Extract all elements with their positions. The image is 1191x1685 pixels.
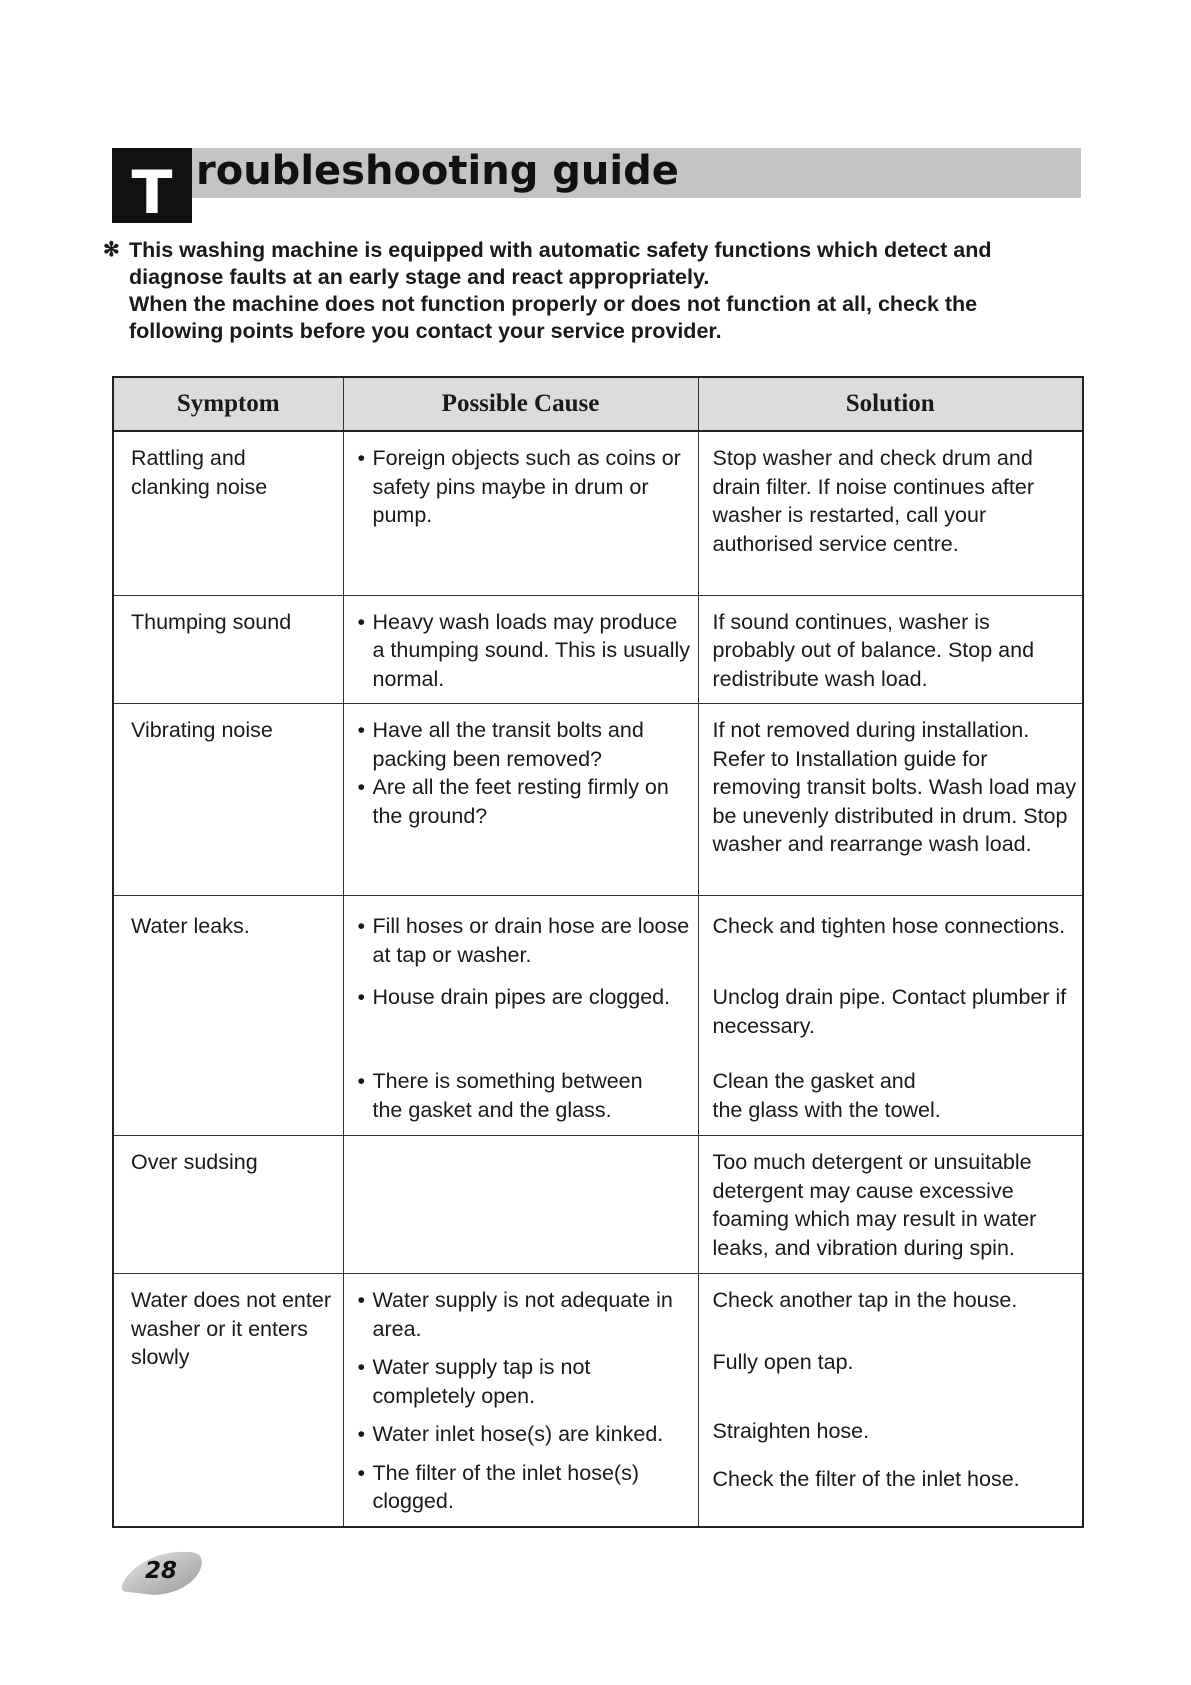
page-title: roubleshooting guide <box>196 148 679 194</box>
intro-line-2: diagnose faults at an early stage and react appropriately. <box>129 265 710 289</box>
intro-line-3: When the machine does not function properly or does not function at all, check the <box>129 292 978 316</box>
solution-cell <box>698 1136 1083 1274</box>
title-initial: T <box>112 148 192 223</box>
intro-line-4: following points before you contact your service provider. <box>129 319 722 343</box>
table-row <box>113 896 1083 1136</box>
symptom-cell: Rattling and clanking noise <box>113 431 343 595</box>
solution-item: Fully open tap. <box>712 1350 854 1374</box>
cause-item: • Heavy wash loads may produce a thumping sound. This is usually normal. <box>358 608 694 694</box>
cause-cell <box>343 431 698 595</box>
solution-cell <box>698 431 1083 595</box>
symptom-cell: Water leaks. <box>113 896 343 1136</box>
troubleshooting-table <box>112 376 1084 1528</box>
solution-item: Too much detergent or unsuitable detergent may cause excessive foaming which may result in water leaks, and vibration during spin. <box>712 1150 1037 1260</box>
table-row <box>113 704 1083 896</box>
cause-cell <box>343 704 698 896</box>
header-symptom: Symptom <box>113 377 343 431</box>
solution-item: Stop washer and check drum and drain filter. If noise continues after washer is restarted, call your authorised service centre. <box>712 446 1034 556</box>
solution-item: If not removed during installation. Refer to Installation guide for removing transit bolts. Wash load may be unevenly distributed in drum. Stop washer and rearrange wash load. <box>712 718 1077 856</box>
asterisk-icon: ✻ <box>103 239 120 261</box>
symptom-cell: Over sudsing <box>113 1136 343 1274</box>
solution-item: Check the filter of the inlet hose. <box>712 1467 1020 1491</box>
cause-item: • Have all the transit bolts and packing been removed? <box>358 716 694 773</box>
header-possible-cause: Possible Cause <box>343 377 698 431</box>
table-row <box>113 595 1083 704</box>
cause-cell <box>343 1136 698 1274</box>
cause-item: • The filter of the inlet hose(s) clogged. <box>358 1459 694 1516</box>
intro-line-1: This washing machine is equipped with automatic safety functions which detect and <box>129 238 992 262</box>
page-number: 28 <box>144 1558 177 1584</box>
table-header-row <box>113 377 1083 431</box>
solution-item: Check and tighten hose connections. <box>712 914 1066 938</box>
solution-item: Unclog drain pipe. Contact plumber if necessary. <box>712 985 1067 1038</box>
solution-cell <box>698 704 1083 896</box>
symptom-cell: Water does not enter washer or it enters slowly <box>113 1274 343 1527</box>
table-row <box>113 1136 1083 1274</box>
cause-item: • Water supply is not adequate in area. <box>358 1286 694 1343</box>
intro-note <box>103 237 1063 345</box>
solution-item: Clean the gasket and the glass with the towel. <box>712 1069 941 1122</box>
cause-item: • There is something between the gasket and the glass. <box>358 1067 694 1124</box>
cause-item: • Water supply tap is not completely open. <box>358 1353 694 1410</box>
cause-item: • House drain pipes are clogged. <box>358 983 694 1067</box>
cause-item: • Are all the feet resting firmly on the ground? <box>358 773 694 830</box>
solution-item: Straighten hose. <box>712 1419 870 1443</box>
table-row <box>113 431 1083 595</box>
cause-cell <box>343 1274 698 1527</box>
solution-cell <box>698 595 1083 704</box>
table-row <box>113 1274 1083 1527</box>
cause-cell <box>343 896 698 1136</box>
solution-cell <box>698 896 1083 1136</box>
solution-item: Check another tap in the house. <box>712 1288 1018 1312</box>
symptom-cell: Vibrating noise <box>113 704 343 896</box>
solution-item: If sound continues, washer is probably out of balance. Stop and redistribute wash load. <box>712 609 1035 691</box>
cause-cell <box>343 595 698 704</box>
symptom-cell: Thumping sound <box>113 595 343 704</box>
cause-item: • Foreign objects such as coins or safety pins maybe in drum or pump. <box>358 444 694 530</box>
cause-item: • Water inlet hose(s) are kinked. <box>358 1420 694 1449</box>
solution-cell <box>698 1274 1083 1527</box>
header-solution: Solution <box>698 377 1083 431</box>
cause-item: • Fill hoses or drain hose are loose at tap or washer. <box>358 912 694 983</box>
